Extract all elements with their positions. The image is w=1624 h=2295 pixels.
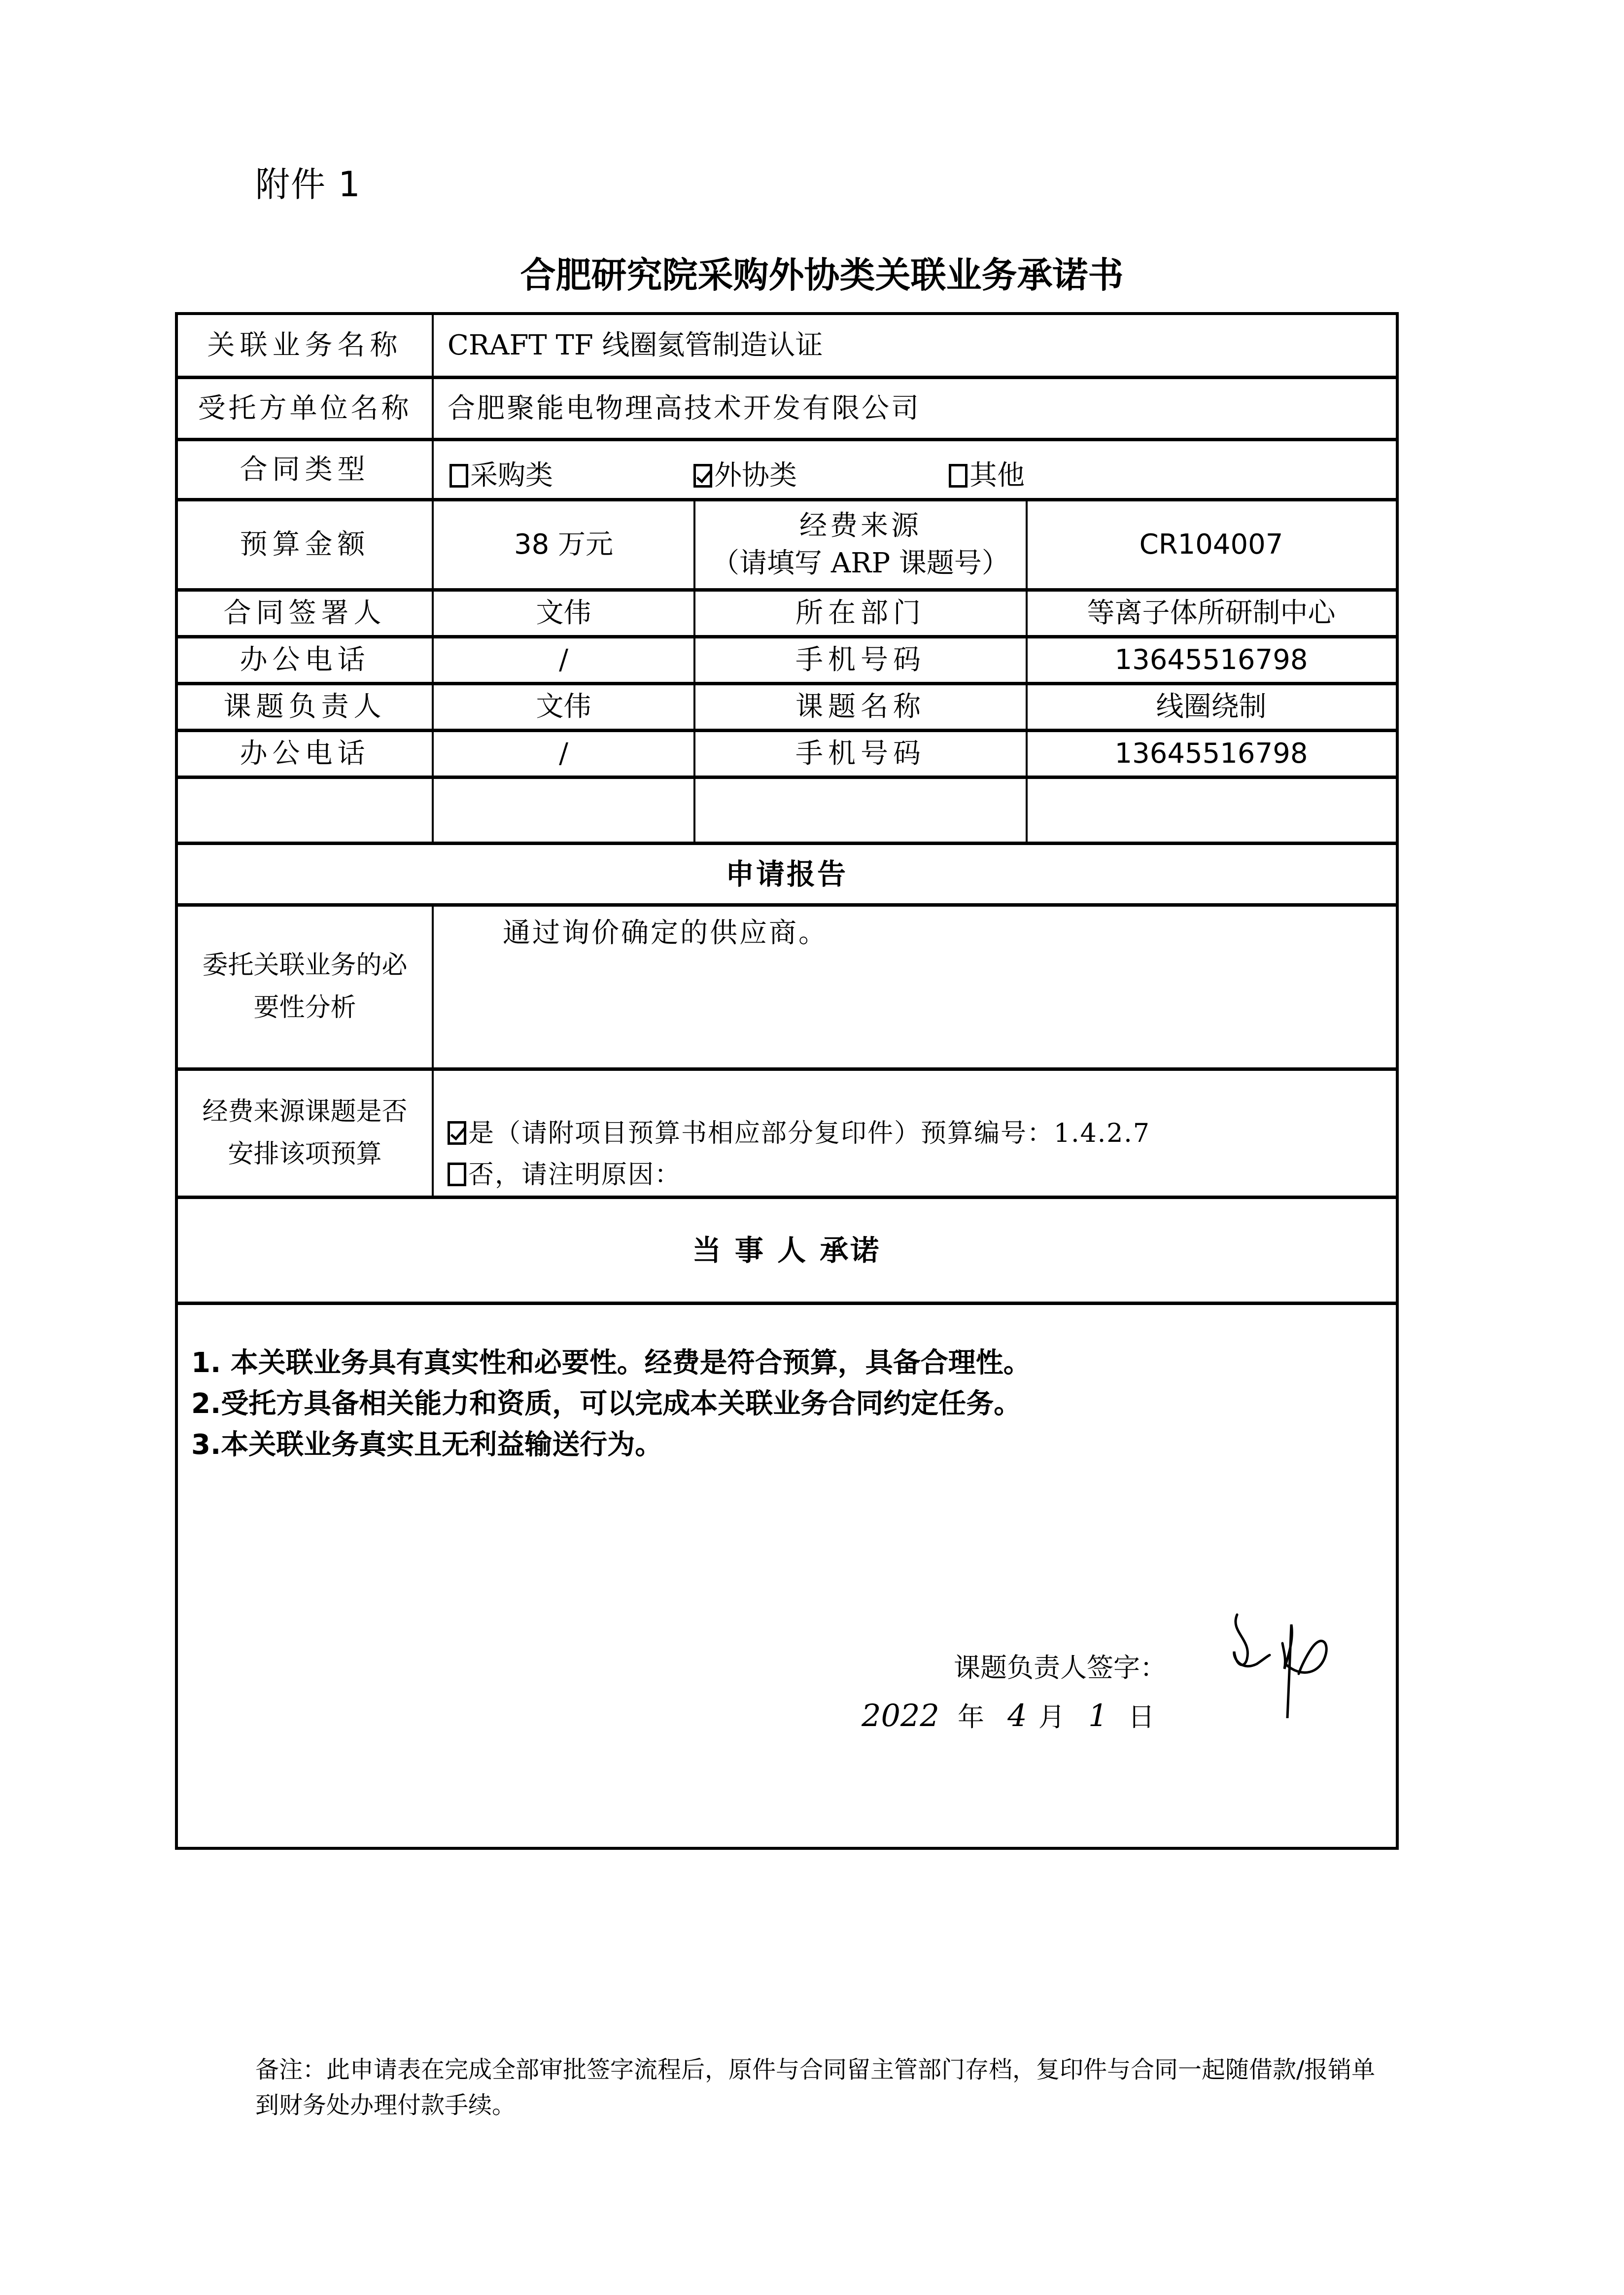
lead-office-phone-value: / bbox=[559, 738, 568, 770]
necessity-label-line1: 委托关联业务的必 bbox=[202, 951, 408, 981]
funding-option-no[interactable] bbox=[448, 1154, 681, 1191]
date-day: 1 bbox=[1088, 1697, 1108, 1733]
funding-source-value: CR104007 bbox=[1139, 529, 1283, 561]
contract-type-label: 合同类型 bbox=[240, 453, 370, 486]
row-divider bbox=[175, 1196, 1399, 1199]
checkbox-unchecked-icon[interactable] bbox=[949, 464, 967, 488]
commitment-item-2: 2.受托方具备相关能力和资质，可以完成本关联业务合同约定任务。 bbox=[191, 1388, 1022, 1420]
funding-arrangement-label-line2: 安排该项预算 bbox=[228, 1139, 382, 1169]
department-value: 等离子体所研制中心 bbox=[1087, 597, 1336, 630]
office-phone-label: 办公电话 bbox=[240, 644, 370, 676]
necessity-text: 通过询价确定的供应商。 bbox=[503, 917, 828, 949]
signer-value: 文伟 bbox=[536, 597, 591, 630]
date-year-unit: 年 bbox=[957, 1701, 984, 1732]
funding-source-label-line2: （请填写 ARP 课题号） bbox=[712, 547, 1009, 579]
trustee-name-value: 合肥聚能电物理高技术开发有限公司 bbox=[448, 392, 921, 424]
checkbox-checked-icon[interactable] bbox=[448, 1121, 466, 1145]
row-divider bbox=[175, 635, 1399, 638]
date-month: 4 bbox=[1007, 1697, 1027, 1733]
date-year: 2022 bbox=[862, 1697, 939, 1733]
row-divider bbox=[175, 776, 1399, 779]
department-label: 所在部门 bbox=[795, 597, 926, 630]
row-divider bbox=[175, 588, 1399, 592]
budget-label: 预算金额 bbox=[240, 529, 370, 561]
funding-arrangement-label-line1: 经费来源课题是否 bbox=[202, 1096, 408, 1127]
row-divider bbox=[175, 682, 1399, 685]
option-label: 采购类 bbox=[470, 459, 553, 492]
handwritten-signature bbox=[1227, 1605, 1385, 1718]
option-label: 外协类 bbox=[714, 459, 797, 492]
checkbox-checked-icon[interactable] bbox=[693, 464, 712, 488]
commitment-item-3: 3.本关联业务真实且无利益输送行为。 bbox=[191, 1429, 663, 1461]
necessity-label-line2: 要性分析 bbox=[253, 993, 356, 1023]
funding-source-label bbox=[695, 501, 1026, 588]
footnote: 备注：此申请表在完成全部审批签字流程后，原件与合同留主管部门存档，复印件与合同一起随借款/报销单到财务处办理付款手续。 bbox=[255, 2056, 1376, 2119]
row-divider bbox=[175, 1067, 1399, 1071]
mobile-label: 手机号码 bbox=[795, 644, 926, 676]
date-month-unit: 月 bbox=[1038, 1701, 1065, 1732]
necessity-label bbox=[178, 907, 432, 1067]
signature-date bbox=[862, 1696, 1155, 1734]
checkbox-unchecked-icon[interactable] bbox=[449, 464, 468, 488]
commitment-item-1: 1. 本关联业务具有真实性和必要性。经费是符合预算，具备合理性。 bbox=[191, 1347, 1031, 1379]
blank-row bbox=[178, 779, 1395, 842]
contract-type-option-procurement[interactable] bbox=[449, 454, 553, 493]
signer-label: 合同签署人 bbox=[223, 597, 386, 630]
row-divider bbox=[175, 903, 1399, 907]
lead-office-phone-label: 办公电话 bbox=[240, 738, 370, 770]
funding-no-text: 否，请注明原因： bbox=[468, 1160, 682, 1190]
contract-type-option-other[interactable] bbox=[949, 454, 1025, 493]
business-name-label: 关联业务名称 bbox=[207, 329, 403, 362]
mobile-value: 13645516798 bbox=[1114, 644, 1308, 676]
project-lead-value: 文伟 bbox=[536, 691, 591, 723]
project-name-label: 课题名称 bbox=[795, 691, 926, 723]
attachment-label: 附件 1 bbox=[255, 164, 361, 205]
business-name-value: CRAFT TF 线圈氦管制造认证 bbox=[448, 329, 823, 362]
office-phone-value: / bbox=[559, 644, 568, 676]
lead-mobile-label: 手机号码 bbox=[795, 738, 926, 770]
checkbox-unchecked-icon[interactable] bbox=[448, 1163, 466, 1186]
project-lead-label: 课题负责人 bbox=[223, 691, 386, 723]
funding-source-label-line1: 经费来源 bbox=[799, 510, 922, 542]
budget-value: 38 万元 bbox=[514, 529, 614, 561]
commitment-heading: 当 事 人 承诺 bbox=[692, 1233, 881, 1267]
application-report-heading: 申请报告 bbox=[725, 857, 848, 891]
funding-option-yes[interactable] bbox=[448, 1112, 1150, 1149]
signature-label: 课题负责人签字： bbox=[954, 1652, 1167, 1683]
row-divider bbox=[175, 438, 1399, 441]
date-day-unit: 日 bbox=[1128, 1701, 1155, 1732]
signature-scribble-icon bbox=[1227, 1605, 1385, 1718]
row-divider bbox=[175, 842, 1399, 845]
funding-arrangement-label bbox=[178, 1071, 432, 1196]
contract-type-option-outsourcing[interactable] bbox=[693, 454, 797, 493]
trustee-name-label: 受托方单位名称 bbox=[198, 392, 412, 424]
row-divider bbox=[175, 1302, 1399, 1305]
project-name-value: 线圈绕制 bbox=[1156, 691, 1267, 723]
row-divider bbox=[175, 498, 1399, 501]
option-label: 其他 bbox=[969, 459, 1025, 492]
document-title: 合肥研究院采购外协类关联业务承诺书 bbox=[520, 254, 1124, 296]
lead-mobile-value: 13645516798 bbox=[1114, 738, 1308, 770]
row-divider bbox=[175, 729, 1399, 732]
row-divider bbox=[175, 376, 1399, 379]
funding-yes-text: 是（请附项目预算书相应部分复印件）预算编号：1.4.2.7 bbox=[468, 1119, 1150, 1148]
col-divider bbox=[432, 903, 434, 1196]
